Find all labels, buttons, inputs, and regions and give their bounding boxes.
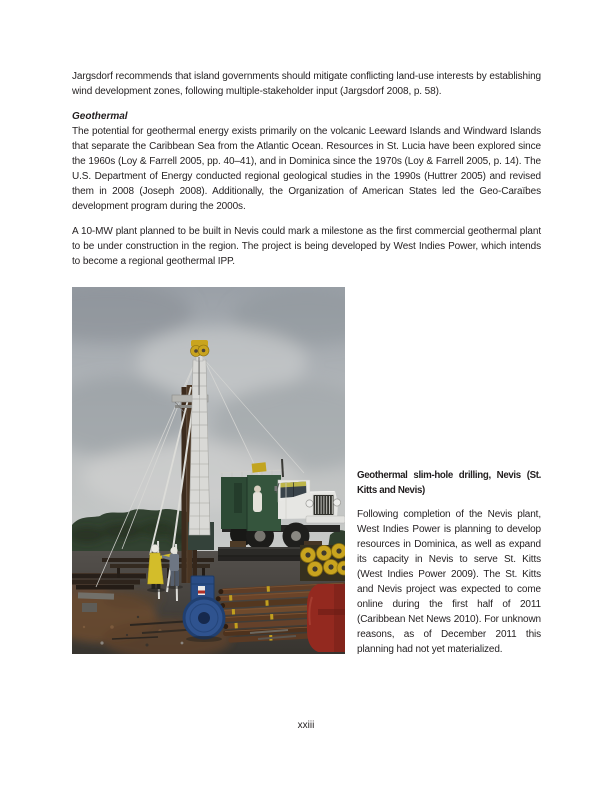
drilling-rig-photo-illustration [72, 287, 345, 654]
section-heading-geothermal: Geothermal [72, 111, 128, 122]
figure-caption-title: Geothermal slim-hole drilling, Nevis (St. Kitts and Nevis) [357, 470, 541, 496]
page-number: xxiii [297, 720, 315, 731]
paragraph-geothermal-potential: The potential for geothermal energy exists primarily on the volcanic Leeward Islands and Windward Islands that separate the Caribbean Sea from the Atlantic Ocean. Resources in St. Lucia have been explored since the 1960s (Loy & Farrell 2005, pp. 40–41), and in Dominica since the 1970s (Loy & Farrell 2005, p. 14). The U.S. Department of Energy conducted regional geological studies in the 1990s (Huttrer 2005) and revised them in 2008 (Joseph 2008). Additionally, the Organization of American States led the Geo-Caraïbes development program during the 2000s. [72, 126, 541, 212]
paragraph-wind-zones: Jargsdorf recommends that island governments should mitigate conflicting land-use interests by establishing wind development zones, following multiple-stakeholder input (Jargsdorf 2008, p. 58). [72, 71, 541, 97]
red-tank [307, 584, 345, 652]
main-text-column [72, 69, 541, 269]
crown-block [191, 340, 210, 357]
figure-caption-body: Following completion of the Nevis plant, West Indies Power is planning to develop resources in Dominica, as well as expand its capacity in Nevis to serve St. Kitts (West Indies Power 2009). The St. Kitts and Nevis project was expected to come online during the first half of 2011 (Caribbean Net News 2010). For unknown reasons, as of December 2011 this planning had not yet materialized. [357, 509, 541, 655]
figure-caption-column [357, 468, 541, 657]
figure-photo-drilling-rig [72, 287, 345, 654]
paragraph-nevis-plant: A 10-MW plant planned to be built in Nevis could mark a milestone as the first commercial geothermal plant to be under construction in the region. The project is being developed by West Indies Power, which intends to become a regional geothermal IPP. [72, 226, 541, 267]
yellow-drums [300, 544, 345, 582]
